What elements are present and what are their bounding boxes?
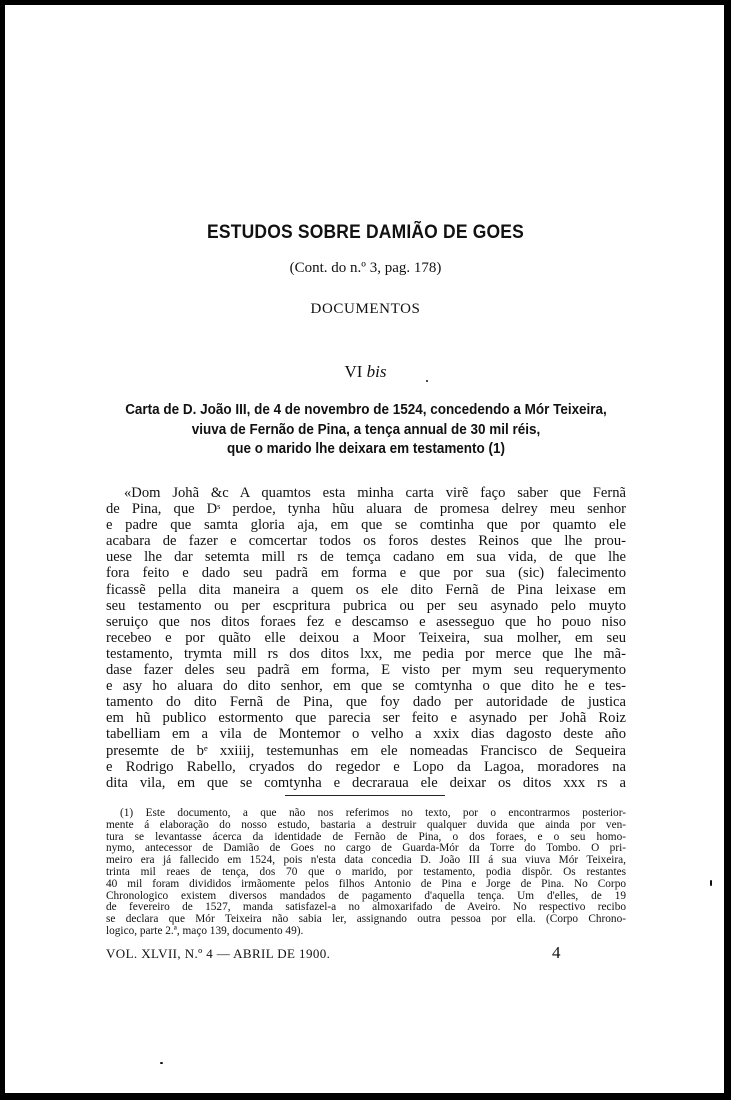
footnote-separator <box>285 795 445 796</box>
body-line: tabelliam em a vila de Montemor o velho a xxix dias dagosto deste año <box>106 726 626 743</box>
heading-line: que o marido lhe deixara em testamento (1) <box>226 441 506 457</box>
section-heading: DOCUMENTOS <box>310 301 421 317</box>
footnote-line: logico, parte 2.ª, maço 139, documento 49). <box>106 924 304 937</box>
body-line: ficassẽ pella dita maneira a quem os ele dito Fernã de Pina leixase em <box>106 581 626 598</box>
body-line: e padre que samta gloria aja, em que se comtinha que por quamto ele <box>106 517 626 534</box>
letter-body <box>106 485 626 791</box>
footnote-line: (1) Este documento, a que não nos referimos no texto, por o encontrarmos posterior- <box>120 807 626 819</box>
ink-speck <box>426 380 428 382</box>
footnote-line: tura se levantasse ácerca da identidade de Fernão de Pina, o dos foraes, e o seu homo- <box>106 830 626 843</box>
body-line: e Rodrigo Rabello, cryados do regedor e Lopo da Lagoa, moradores na <box>106 758 626 775</box>
heading-line: Carta de D. João III, de 4 de novembro de 1524, concedendo a Mór Teixeira, <box>125 402 607 418</box>
roman-numeral: VI <box>344 362 363 381</box>
footnote-line: se declara que Mór Teixeira não sabia ler, assignando outra pessoa por ella. (Corpo Chrono- <box>106 913 626 926</box>
footnote <box>106 808 626 938</box>
body-line: presemte de bᵉ xxiiij, testemunhas em ele nomeadas Francisco de Sequeira <box>106 742 626 759</box>
page-number: 4 <box>552 943 561 962</box>
footnote-line: 40 mil foram divididos irmãomente pelos filhos Antonio de Pina e Jorge de Pina. No Corpo <box>106 877 626 890</box>
journal-footer: VOL. XLVII, N.º 4 — ABRIL DE 1900. <box>106 946 331 961</box>
document-subtitle: (Cont. do n.º 3, pag. 178) <box>289 260 442 276</box>
footnote-line: Chronologico existem diversos mandados de pagamento d'aquella tença. Um d'elles, de 19 <box>106 889 626 902</box>
footnote-line: de fevereiro de 1527, manda satisfazel-a no almoxarifado de Aveiro. No respectivo recibo <box>106 901 626 914</box>
body-line: acabara de fazer e comcertar todos os foros destes Reinos que lhe prou- <box>106 533 626 550</box>
body-line: recebeo e por quãto elle deixou a Moor Teixeira, sua molher, em seu <box>106 629 626 646</box>
body-line: testamento, trymta mill rs dos ditos lxx, me pedia por merce que lhe mã- <box>106 645 626 662</box>
ink-speck <box>160 1062 163 1064</box>
document-title: ESTUDOS SOBRE DAMIÃO DE GOES <box>207 222 524 243</box>
footnote-line: mente á elaboração do nosso estudo, bastaria a destruir qualquer duvida que ainda por ven- <box>106 818 626 831</box>
body-line: uese lhe dar setemta mill rs de temça cadano em sua vida, de que lhe <box>106 549 626 566</box>
body-line: e asy ho aluara do dito senhor, em que se comtynha o que dito he e tes- <box>106 678 626 695</box>
body-line: seruiço que nos ditos foraes fez e descamso e asesseguo que ho pouo niso <box>106 613 626 630</box>
ink-speck <box>710 880 712 886</box>
footnote-line: trinta mil reaes de tença, dos 70 que o marido, por testamento, podia dispôr. Os restantes <box>106 865 626 878</box>
body-line: dase fazer deles seu padrã em forma, E visto per mym seu requerymento <box>106 662 626 679</box>
body-line: fora feito e dado seu padrã em forma e que por sua (sic) falecimento <box>106 565 626 582</box>
document-number <box>0 362 731 382</box>
footnote-line: nymo, antecessor de Damião de Goes no cargo de Guarda-Mór da Torre do Tombo. O pri- <box>106 842 626 855</box>
letter-heading <box>109 401 622 460</box>
roman-suffix: bis <box>366 362 387 381</box>
body-line: seu testamento ou per escpritura pubrica ou per seu asynado pelo muyto <box>106 597 626 614</box>
body-line: tamento do dito Fernã de Pina, que foy dado per autoridade de justica <box>106 694 626 711</box>
body-line: em hũ publico estormento que parecia ser feito e asynado per Johã Roiz <box>106 710 626 727</box>
body-line: «Dom Johã &c A quamtos esta minha carta virẽ faço saber que Fernã <box>124 485 626 501</box>
heading-line: viuva de Fernão de Pina, a tença annual de 30 mil réis, <box>191 421 541 438</box>
body-line: de Pina, que Dˢ perdoe, tynha hũu aluara de promesa delrey meu senhor <box>106 501 626 518</box>
footnote-line: meiro era já fallecido em 1524, pois n'esta data concedia D. João III á sua viuva Mór Teixeira, <box>106 854 626 867</box>
body-line: dita vila, em que se comtynha e decraraua ele deixar os ditos xxx rs a <box>106 774 626 791</box>
